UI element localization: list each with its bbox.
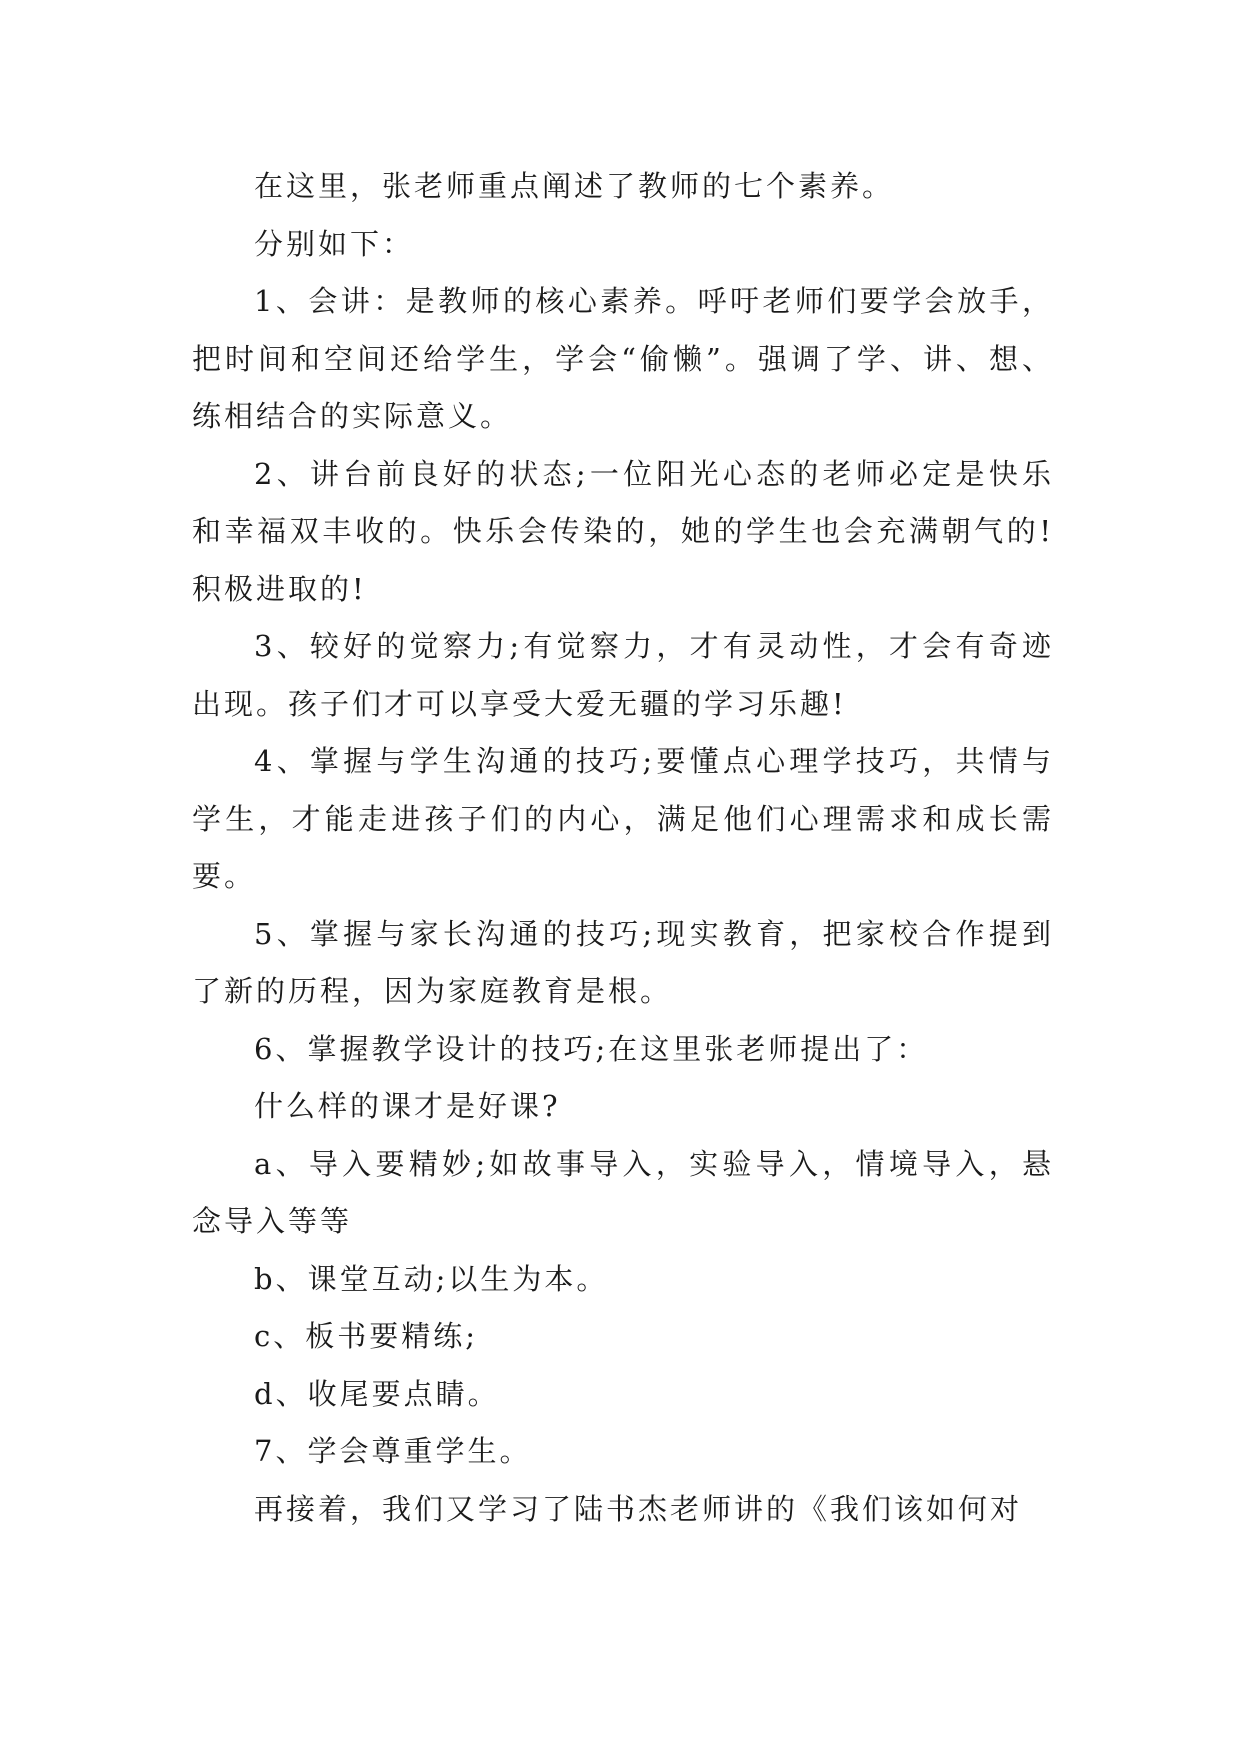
paragraph-sub-b: b、课堂互动;以生为本。 (254, 1261, 609, 1296)
paragraph-sub-c: c、板书要精练; (254, 1319, 479, 1353)
paragraph-sub-a: a、导入要精妙;如故事导入，实验导入，情境导入，悬念导入等等 (192, 1146, 1054, 1238)
paragraph-item-7: 7、学会尊重学生。 (254, 1434, 532, 1468)
paragraph-item-5: 5、掌握与家长沟通的技巧;现实教育，把家校合作提到了新的历程，因为家庭教育是根。 (192, 916, 1054, 1008)
paragraph-continuation: 再接着，我们又学习了陆书杰老师讲的《我们该如何对 (254, 1491, 1023, 1526)
paragraph-intro: 在这里，张老师重点阐述了教师的七个素养。 (254, 169, 895, 203)
paragraph-question: 什么样的课才是好课? (254, 1089, 561, 1123)
paragraph-list-lead: 分别如下： (254, 226, 415, 261)
paragraph-sub-d: d、收尾要点睛。 (254, 1376, 500, 1411)
paragraph-item-3: 3、较好的觉察力;有觉察力，才有灵动性，才会有奇迹出现。孩子们才可以享受大爱无疆的学习乐趣! (192, 629, 1054, 721)
paragraph-item-1: 1、会讲：是教师的核心素养。呼吁老师们要学会放手，把时间和空间还给学生，学会“偷懒”。强调了学、讲、想、练相结合的实际意义。 (192, 284, 1054, 433)
document-body (192, 158, 1054, 1538)
paragraph-item-2: 2、讲台前良好的状态;一位阳光心态的老师必定是快乐和幸福双丰收的。快乐会传染的，她的学生也会充满朝气的!积极进取的! (192, 456, 1054, 606)
paragraph-item-4: 4、掌握与学生沟通的技巧;要懂点心理学技巧，共情与学生，才能走进孩子们的内心，满足他们心理需求和成长需要。 (192, 744, 1054, 893)
paragraph-item-6: 6、掌握教学设计的技巧;在这里张老师提出了： (254, 1031, 929, 1066)
